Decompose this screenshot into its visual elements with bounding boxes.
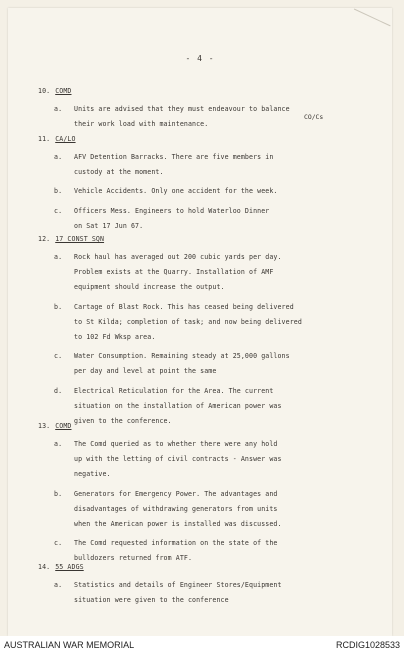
item-text-line: to 102 Fd Wksp area. <box>74 333 156 341</box>
section-title: COMD <box>55 422 72 430</box>
item-text-line: AFV Detention Barracks. There are five members in <box>74 153 274 161</box>
item-text-line: custody at the moment. <box>74 168 164 177</box>
section-number: 14. <box>38 563 51 571</box>
item-letter: a. <box>54 581 63 589</box>
page-crease <box>345 9 390 45</box>
item-text-line: negative. <box>74 470 111 479</box>
document-page <box>8 8 392 636</box>
section-heading <box>38 422 72 430</box>
item-text-line: per day and level at point the same <box>74 367 217 376</box>
item-text-line: Vehicle Accidents. Only one accident for the week. <box>74 187 278 196</box>
action-reference: CO/Cs <box>304 113 324 121</box>
item-letter: a. <box>54 253 63 261</box>
section-heading <box>38 563 84 571</box>
item-text-line: to St Kilda; completion of task; and now being delivered <box>74 317 302 326</box>
item-letter: a. <box>54 440 63 448</box>
item-text-line: Problem exists at the Quarry. Installation of AMF <box>74 268 274 277</box>
footer-institution: AUSTRALIAN WAR MEMORIAL <box>4 640 135 650</box>
item-letter: b. <box>54 187 63 196</box>
section-heading <box>38 87 72 95</box>
section-title: CA/LO <box>55 135 76 143</box>
section-title: 17 CONST SQN <box>55 235 105 243</box>
item-text-line: on Sat 17 Jun 67. <box>74 221 144 230</box>
item-letter: b. <box>54 302 63 311</box>
item-text-line: Officers Mess. Engineers to hold Waterloo Dinner <box>74 206 270 215</box>
section-heading <box>38 235 104 243</box>
item-text-line: bulldozers returned from ATF. <box>74 554 193 563</box>
section-number: 10. <box>38 87 51 95</box>
section-title: 55 ADGS <box>55 563 84 571</box>
page-number: - 4 - <box>185 54 215 63</box>
item-text-line: Cartage of Blast Rock. This has ceased being delivered <box>74 302 294 311</box>
section-number: 12. <box>38 235 51 243</box>
item-text-line: their work load with maintenance. <box>74 120 209 129</box>
footer-record-id: RCDIG1028533 <box>335 640 400 650</box>
item-text-line: situation on the installation of American power was <box>74 401 282 410</box>
section-title: COMD <box>55 87 72 95</box>
item-text-line: Generators for Emergency Power. The advantages and <box>74 489 278 498</box>
section-number: 11. <box>38 135 51 143</box>
item-letter: c. <box>54 352 63 361</box>
item-letter: c. <box>54 539 63 548</box>
item-text-line: equipment should increase the output. <box>74 283 225 292</box>
section-heading <box>38 135 76 143</box>
item-text-line: situation were given to the conference <box>74 596 229 605</box>
item-letter: b. <box>54 489 63 498</box>
item-text-line: Water Consumption. Remaining steady at 25,000 gallons <box>74 352 290 361</box>
item-text-line: The Comd queried as to whether there were any hold <box>74 440 278 448</box>
item-text-line: given to the conference. <box>74 417 172 425</box>
item-text-line: Rock haul has averaged out 200 cubic yards per day. <box>74 253 282 261</box>
item-text-line: The Comd requested information on the state of the <box>74 539 278 548</box>
item-text-line: Electrical Reticulation for the Area. The current <box>74 386 274 395</box>
section-number: 13. <box>38 422 51 430</box>
archive-footer <box>0 636 404 654</box>
item-text-line: up with the letting of civil contracts - Answer was <box>74 455 282 464</box>
item-letter: c. <box>54 206 63 215</box>
item-text-line: Statistics and details of Engineer Stores/Equipment <box>74 581 282 589</box>
item-text-line: when the American power is installed was discussed. <box>74 520 282 528</box>
item-letter: a. <box>54 105 63 113</box>
item-text-line: Units are advised that they must endeavour to balance <box>74 105 290 113</box>
item-text-line: disadvantages of withdrawing generators from units <box>74 504 278 513</box>
item-letter: d. <box>54 386 63 395</box>
item-letter: a. <box>54 153 63 161</box>
